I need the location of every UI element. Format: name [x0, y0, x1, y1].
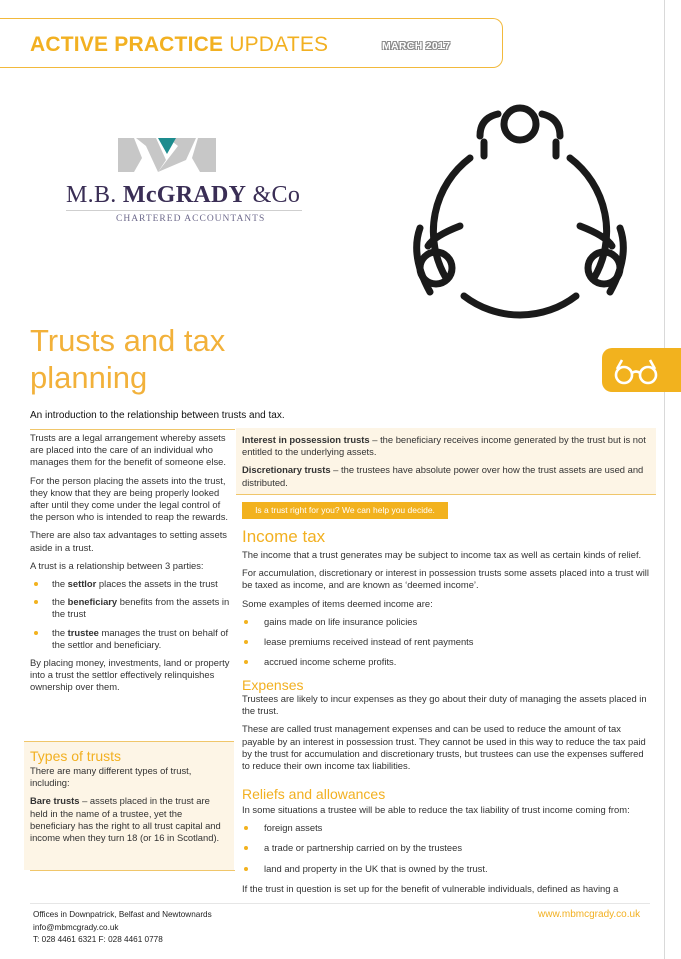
types-heading: Types of trusts — [30, 748, 122, 764]
paragraph: For the person placing the assets into the trust, they know that they are being properly looked after until they come under the legal control of the person who is intended to reap the rewards. — [30, 474, 229, 523]
reliefs-heading: Reliefs and allowances — [242, 786, 386, 802]
logo-mark-icon — [118, 138, 216, 172]
deemed-income-list — [242, 616, 654, 669]
paragraph: If the trust in question is set up for the benefit of vulnerable individuals, defined as having a — [242, 882, 619, 894]
email-link[interactable]: info@mbmcgrady.co.uk — [33, 922, 119, 932]
paragraph: Trusts are a legal arrangement whereby assets are placed into the care of an individual who manages them for the benefit of someone else. — [30, 432, 226, 468]
paragraph: These are called trust management expenses and can be used to reduce the amount of tax payable by an interest in possession trust. They cannot be used in this way to reduce the tax paid by the trust for accumulation and discretionary trusts, but trustees can use the expenses suffered to reduce their own income tax liabilities. — [242, 723, 646, 772]
paragraph: There are many different types of trust, including: — [30, 765, 192, 789]
issue-date: MARCH 2017 — [382, 40, 451, 52]
trust-types-text — [242, 434, 654, 495]
list-item: the trustee manages the trust on behalf of the settlor and beneficiary. — [30, 627, 230, 651]
footer-contact — [33, 909, 212, 947]
paragraph: The income that a trust generates may be subject to income tax as well as certain kinds of relief. — [242, 549, 642, 560]
paragraph: Bare trusts – assets placed in the trust are held in the name of a trustee, yet the beneficiary has the right to all trust capital and income when they turn 18 (or 16 in Scotland). — [30, 795, 221, 844]
left-column-rule — [30, 429, 235, 430]
paragraph: In some situations a trustee will be able to reduce the tax liability of trust income coming from: — [242, 804, 630, 815]
list-item: accrued income scheme profits. — [242, 656, 654, 668]
left-column — [30, 432, 230, 700]
glasses-icon — [612, 356, 662, 386]
footer-rule — [30, 903, 650, 904]
page-title: Trusts and tax planning — [30, 323, 226, 395]
people-circle-icon — [400, 96, 640, 336]
list-item: land and property in the UK that is owned by the trust. — [242, 863, 654, 875]
paragraph: There are also tax advantages to setting assets aside in a trust. — [30, 529, 227, 553]
types-text — [30, 765, 230, 850]
glasses-tab — [602, 348, 681, 392]
logo-divider — [66, 210, 302, 211]
list-item: a trade or partnership carried on by the trustees — [242, 842, 654, 854]
parties-list — [30, 578, 230, 651]
paragraph: By placing money, investments, land or property into a trust the settlor effectively relinquishes ownership over them. — [30, 657, 230, 693]
income-tax-section — [242, 549, 654, 676]
list-item: the settlor places the assets in the trust — [30, 578, 230, 590]
expenses-section — [242, 693, 654, 778]
firm-subtitle: CHARTERED ACCOUNTANTS — [116, 214, 266, 224]
paragraph: Interest in possession trusts – the beneficiary receives income generated by the trust but is not entitled to the underlying assets. — [242, 434, 646, 458]
page-edge-rule — [664, 0, 665, 959]
paragraph: Discretionary trusts – the trustees have absolute power over how the trust assets are used and distributed. — [242, 464, 644, 488]
paragraph: For accumulation, discretionary or interest in possession trusts some assets placed into a trust will be taxed as income, and are known as ‘deemed income’. — [242, 567, 649, 591]
paragraph: Trustees are likely to incur expenses as they go about their duty of managing the assets placed in the trust. — [242, 693, 647, 717]
list-item: gains made on life insurance policies — [242, 616, 654, 628]
expenses-heading: Expenses — [242, 677, 304, 693]
income-tax-heading: Income tax — [242, 527, 326, 546]
contact-cta-button[interactable]: Is a trust right for you? We can help you decide. — [242, 502, 448, 519]
intro-text: An introduction to the relationship between trusts and tax. — [30, 410, 285, 421]
firm-name: M.B. McGRADY &Co — [66, 182, 301, 208]
list-item: foreign assets — [242, 822, 654, 834]
left-bottom-rule — [30, 870, 235, 871]
paragraph: A trust is a relationship between 3 parties: — [30, 559, 204, 571]
newsletter-title: ACTIVE PRACTICE UPDATES — [30, 33, 329, 56]
paragraph: Some examples of items deemed income are: — [242, 597, 433, 609]
reliefs-section — [242, 804, 654, 901]
reliefs-list — [242, 822, 654, 875]
office-locations: Offices in Downpatrick, Belfast and Newtownards — [33, 910, 212, 919]
website-link[interactable]: www.mbmcgrady.co.uk — [538, 909, 641, 920]
list-item: lease premiums received instead of rent payments — [242, 636, 654, 648]
phone-fax: T: 028 4461 6321 F: 028 4461 0778 — [33, 935, 163, 944]
list-item: the beneficiary benefits from the assets in the trust — [30, 596, 230, 620]
